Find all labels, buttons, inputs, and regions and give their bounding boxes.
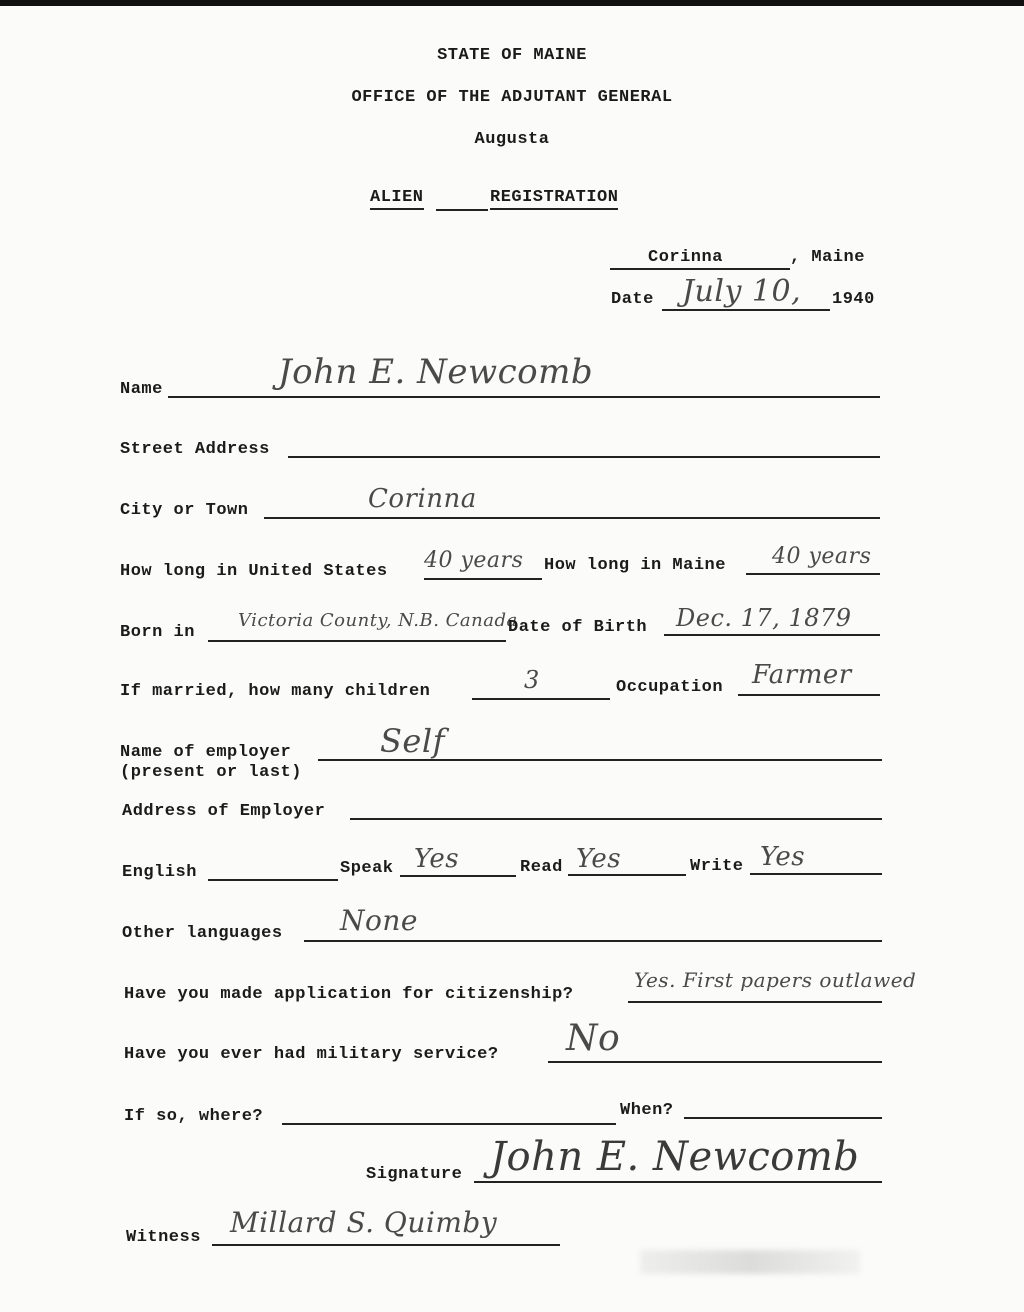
dob-value: Dec. 17, 1879 bbox=[676, 604, 852, 632]
street-address-line bbox=[288, 456, 880, 458]
witness-label: Witness bbox=[126, 1228, 201, 1247]
when-line bbox=[684, 1117, 882, 1119]
military-value: No bbox=[566, 1018, 621, 1059]
employer-value: Self bbox=[380, 722, 445, 760]
military-line bbox=[548, 1061, 882, 1063]
speak-value: Yes bbox=[414, 844, 460, 874]
employer-sublabel: (present or last) bbox=[120, 763, 302, 782]
read-label: Read bbox=[520, 858, 563, 877]
write-line bbox=[750, 873, 882, 875]
date-label: Date bbox=[611, 290, 654, 309]
title-underline-gap bbox=[436, 209, 488, 211]
write-value: Yes bbox=[760, 842, 806, 872]
how-long-us-value: 40 years bbox=[424, 548, 524, 573]
if-so-where-label: If so, where? bbox=[124, 1107, 264, 1126]
faded-stamp-mark bbox=[640, 1250, 860, 1274]
street-address-label: Street Address bbox=[120, 440, 270, 459]
signature-value: John E. Newcomb bbox=[490, 1134, 860, 1180]
signature-label: Signature bbox=[366, 1165, 463, 1184]
occupation-label: Occupation bbox=[616, 678, 724, 697]
citizenship-line bbox=[628, 1001, 882, 1003]
other-languages-value: None bbox=[340, 904, 418, 937]
date-line bbox=[662, 309, 830, 311]
scan-edge bbox=[0, 0, 1024, 6]
header-city: Augusta bbox=[474, 130, 550, 149]
citizenship-value: Yes. First papers outlawed bbox=[634, 968, 917, 992]
signature-line bbox=[474, 1181, 882, 1183]
read-line bbox=[568, 874, 686, 876]
city-line bbox=[264, 517, 880, 519]
born-in-line bbox=[208, 640, 506, 642]
speak-label: Speak bbox=[340, 859, 394, 878]
citizenship-label: Have you made application for citizenship? bbox=[124, 985, 574, 1004]
english-label: English bbox=[122, 863, 197, 882]
date-year: 1940 bbox=[832, 290, 875, 309]
witness-value: Millard S. Quimby bbox=[230, 1206, 498, 1239]
dob-label: Date of Birth bbox=[508, 618, 648, 637]
header-office: OFFICE OF THE ADJUTANT GENERAL bbox=[351, 88, 673, 107]
other-languages-label: Other languages bbox=[122, 924, 283, 943]
how-long-us-line bbox=[424, 578, 542, 580]
born-in-label: Born in bbox=[120, 623, 195, 642]
children-value: 3 bbox=[524, 666, 540, 694]
employer-label: Name of employer bbox=[120, 743, 292, 762]
name-value: John E. Newcomb bbox=[278, 352, 594, 392]
place-line bbox=[610, 268, 790, 270]
employer-address-line bbox=[350, 818, 882, 820]
occupation-value: Farmer bbox=[752, 660, 852, 690]
occupation-line bbox=[738, 694, 880, 696]
how-long-us-label: How long in United States bbox=[120, 562, 388, 581]
children-label: If married, how many children bbox=[120, 682, 431, 701]
born-in-value: Victoria County, N.B. Canada bbox=[238, 610, 518, 631]
children-line bbox=[472, 698, 610, 700]
if-so-where-line bbox=[282, 1123, 616, 1125]
witness-line bbox=[212, 1244, 560, 1246]
when-label: When? bbox=[620, 1101, 674, 1120]
city-value: Corinna bbox=[368, 484, 477, 514]
read-value: Yes bbox=[576, 844, 622, 874]
military-label: Have you ever had military service? bbox=[124, 1045, 499, 1064]
how-long-maine-value: 40 years bbox=[772, 544, 872, 569]
title-alien: ALIEN bbox=[370, 188, 424, 210]
name-label: Name bbox=[120, 380, 163, 399]
header-state: STATE OF MAINE bbox=[437, 46, 587, 65]
employer-address-label: Address of Employer bbox=[122, 802, 326, 821]
name-line bbox=[168, 396, 880, 398]
place-value: Corinna bbox=[648, 248, 723, 267]
state-suffix: , Maine bbox=[790, 248, 865, 267]
how-long-maine-line bbox=[746, 573, 880, 575]
other-languages-line bbox=[304, 940, 882, 942]
english-line bbox=[208, 879, 338, 881]
date-handwritten: July 10, bbox=[682, 274, 802, 309]
write-label: Write bbox=[690, 857, 744, 876]
title-registration: REGISTRATION bbox=[490, 188, 618, 210]
how-long-maine-label: How long in Maine bbox=[544, 556, 726, 575]
city-label: City or Town bbox=[120, 501, 249, 520]
speak-line bbox=[400, 875, 516, 877]
dob-line bbox=[664, 634, 880, 636]
